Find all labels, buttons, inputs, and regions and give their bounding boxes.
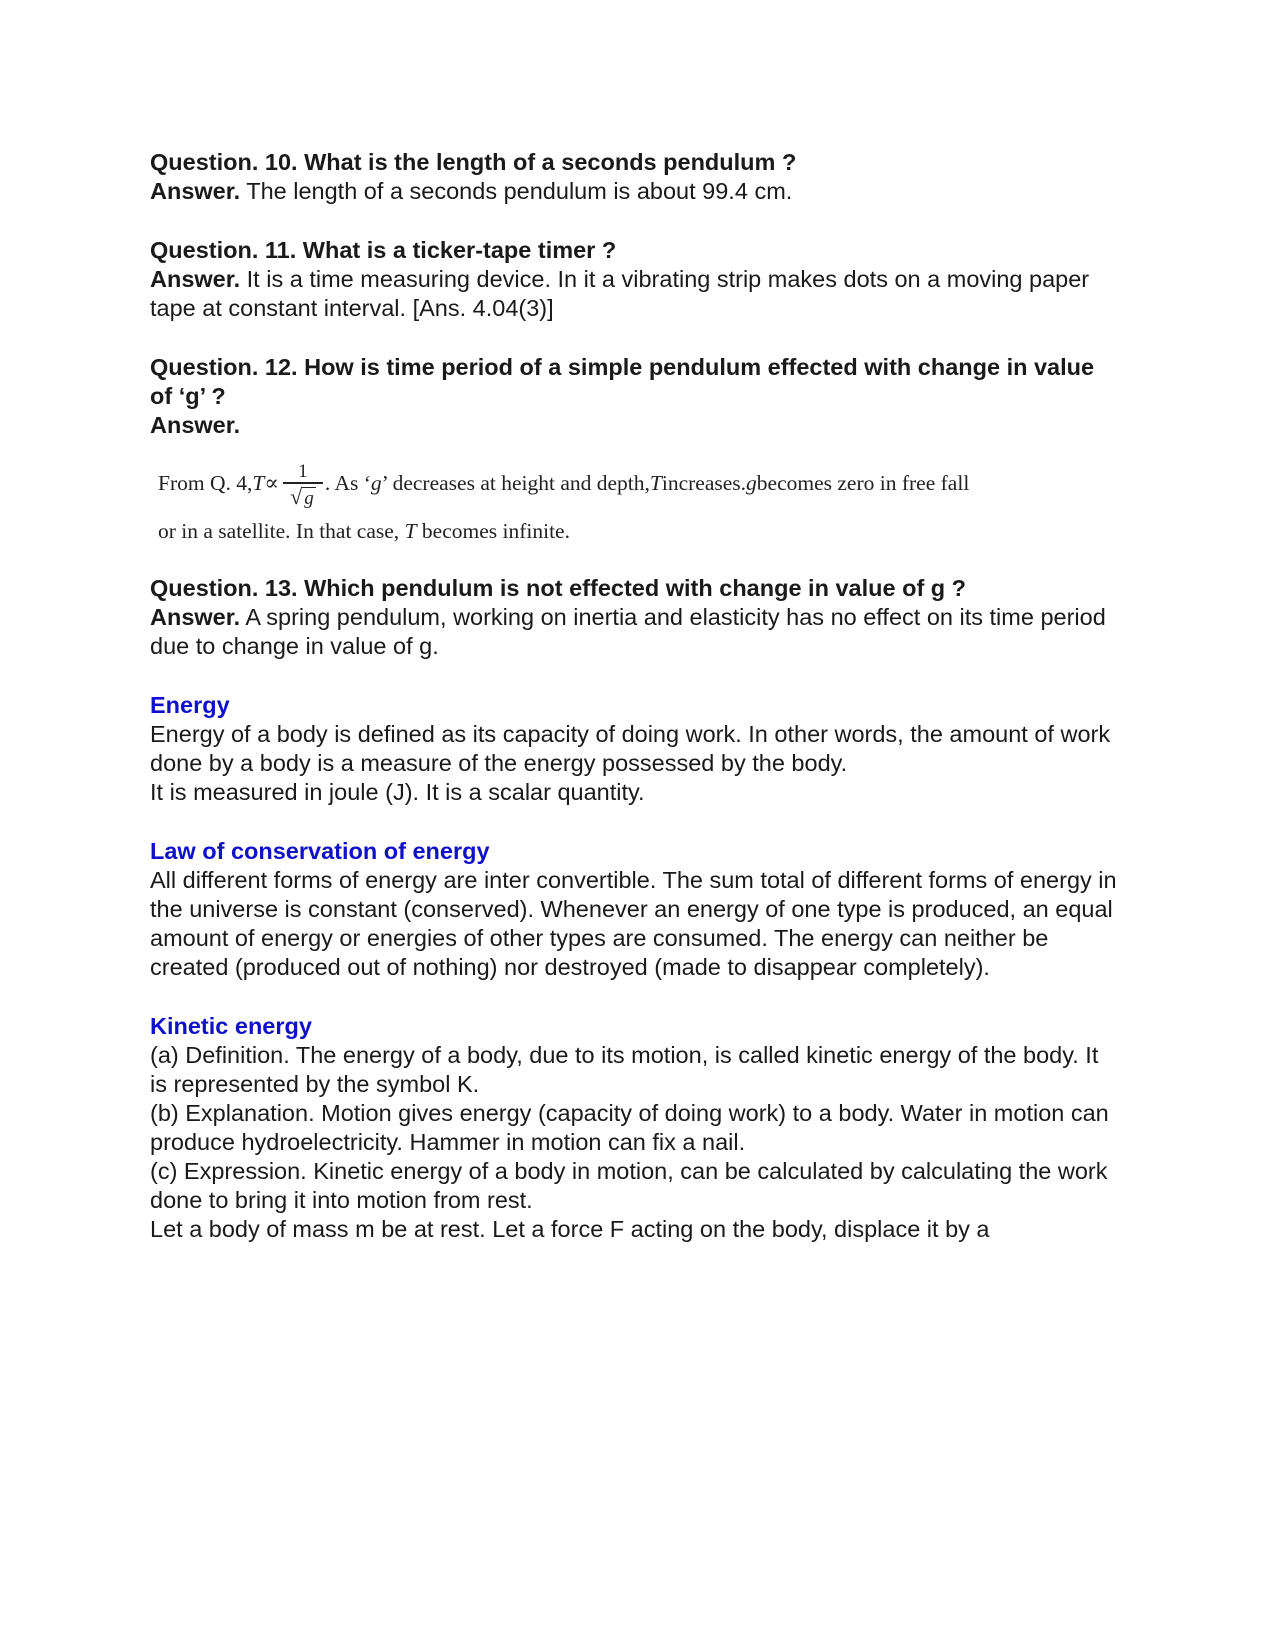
answer-body: It is a time measuring device. In it a vibrating strip makes dots on a moving paper tape at constant interval. [Ans. 4.04(3)] [150,266,1090,321]
fraction-denominator [290,484,316,512]
question-text: Question. 12. How is time period of a simple pendulum effected with change in value of ‘g’ ? [150,354,1095,409]
document-page [150,148,1120,1274]
formula-line-2 [158,518,1120,544]
formula-symbol-t: T [404,519,417,543]
formula-text: increases. [661,471,747,495]
section-heading: Law of conservation of energy [150,838,490,864]
paragraph: Let a body of mass m be at rest. Let a force F acting on the body, displace it by a [150,1216,990,1242]
section-kinetic-energy [150,1012,1120,1244]
section-heading: Energy [150,692,230,718]
section-energy [150,691,1120,807]
fraction [283,462,323,512]
formula-symbol-g: g [370,471,382,495]
answer-text [150,177,1120,206]
paragraph: (c) Expression. Kinetic energy of a body in motion, can be calculated by calculating the work done to bring it into motion from rest. [150,1158,1108,1213]
paragraph: (a) Definition. The energy of a body, due to its motion, is called kinetic energy of the body. It is represented by the symbol K. [150,1042,1099,1097]
formula-symbol-g: g [746,471,757,495]
answer-label: Answer. [150,266,241,292]
qa-item-13 [150,574,1120,661]
question-text: Question. 13. Which pendulum is not effected with change in value of g ? [150,575,967,601]
answer-body: A spring pendulum, working on inertia and elasticity has no effect on its time period due to change in value of g. [150,604,1106,659]
fraction-numerator: 1 [298,461,308,483]
formula-text: ’ decreases at height and depth, [381,471,650,495]
section-heading: Kinetic energy [150,1013,312,1039]
formula-symbol-t: T [252,471,265,495]
paragraph: It is measured in joule (J). It is a scalar quantity. [150,779,645,805]
question-text: Question. 11. What is a ticker-tape timer ? [150,237,617,263]
formula-text: becomes infinite. [416,519,570,543]
answer-label: Answer. [150,412,241,438]
paragraph: Energy of a body is defined as its capacity of doing work. In other words, the amount of work done by a body is a measure of the energy possessed by the body. [150,721,1111,776]
answer-text [150,603,1120,661]
question-text: Question. 10. What is the length of a seconds pendulum ? [150,149,797,175]
square-root-symbol: √ [290,483,303,509]
qa-item-12 [150,353,1120,544]
formula-line-1 [158,452,1120,514]
qa-item-10 [150,148,1120,206]
answer-label: Answer. [150,178,241,204]
proportional-symbol: ∝ [264,471,279,495]
paragraph: All different forms of energy are inter convertible. The sum total of different forms of energy in the universe is constant (conserved). Whenever an energy of one type is produced, an equal amount of energy or energies of other types are consumed. The energy can neither be created (produced out of nothing) nor destroyed (made to disappear completely). [150,867,1117,980]
answer-text [150,265,1120,323]
radicand: g [304,487,314,509]
formula-symbol-t: T [649,471,662,495]
formula-text: becomes zero in free fall [756,471,970,495]
answer-label: Answer. [150,604,241,630]
formula-image [158,452,1120,544]
formula-text: . As ‘ [324,471,371,495]
answer-text [150,411,1120,440]
formula-prefix: From Q. 4, [158,471,253,495]
paragraph: (b) Explanation. Motion gives energy (capacity of doing work) to a body. Water in motion can produce hydroelectricity. Hammer in motion can fix a nail. [150,1100,1109,1155]
qa-item-11 [150,236,1120,323]
answer-body: The length of a seconds pendulum is about 99.4 cm. [240,178,793,204]
section-conservation [150,837,1120,982]
formula-text: or in a satellite. In that case, [158,519,405,543]
